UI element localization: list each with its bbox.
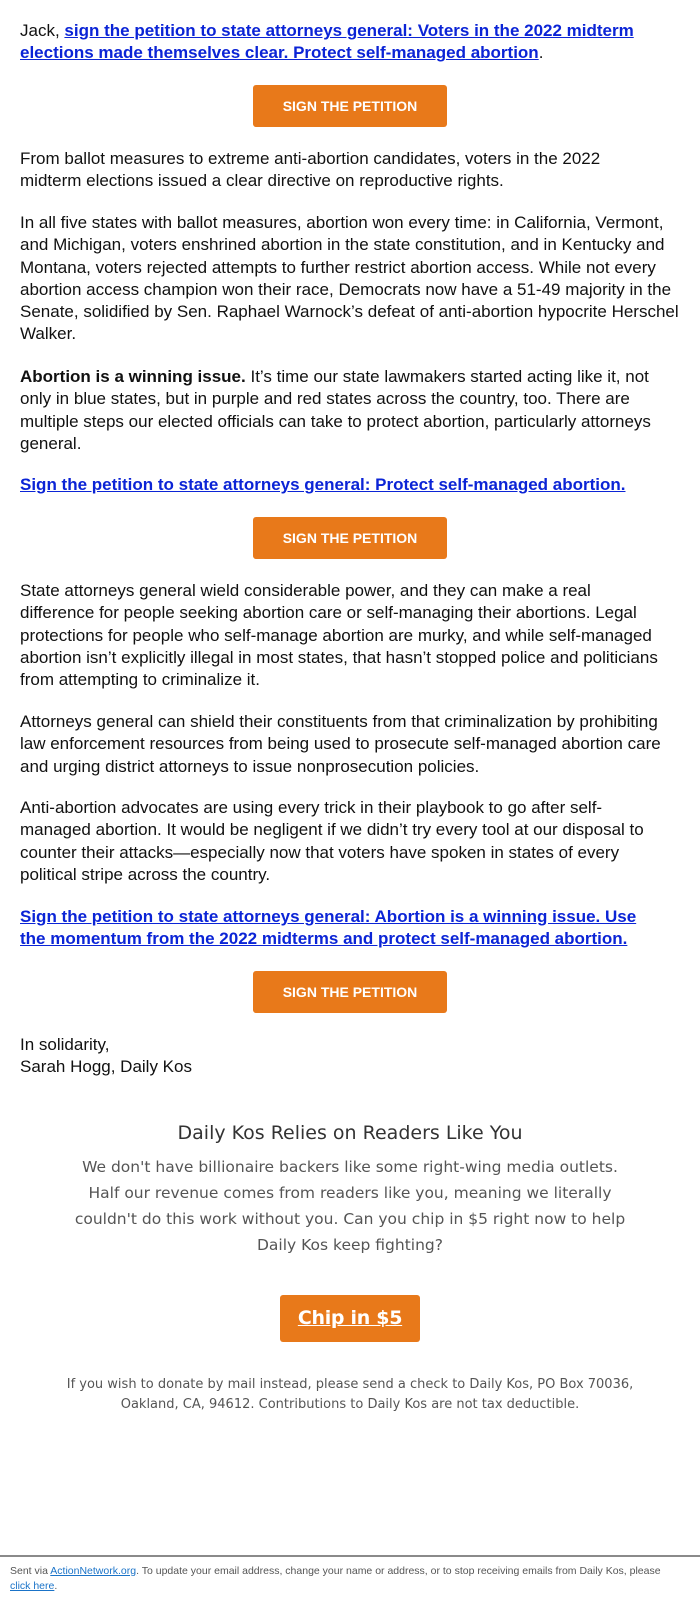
footer-divider	[0, 1555, 700, 1557]
sign-petition-button-1[interactable]: SIGN THE PETITION	[253, 85, 447, 127]
paragraph-2: In all five states with ballot measures, abortion won every time: in California, Vermont, and Michigan, voters enshrined abortion in the state constitution, and in Kentucky and Montana, voters rejected attempts to further restrict abortion access. While not every abortion access champion won their race, Democrats now have a 51-49 majority in the Senate, solidified by Sen. Raphael Warnock’s defeat of anti-abortion hypocrite Herschel Walker.	[20, 213, 679, 344]
paragraph-4: State attorneys general wield considerable power, and they can make a real difference for people seeking abortion care or self-managing their abortions. Legal protections for people who self-manage abortion are murky, and while self-managed abortion isn’t explicitly illegal in most states, that hasn’t stopped police and politicians from attempting to criminalize it.	[20, 581, 658, 690]
petition-link-2[interactable]: Sign the petition to state attorneys general: Protect self-managed abortion.	[20, 475, 626, 494]
donate-body-line: Half our revenue comes from readers like you, meaning we literally	[88, 1184, 612, 1202]
petition-button-wrap-3	[20, 971, 680, 1013]
donate-body-line: We don't have billionaire backers like some right-wing media outlets.	[82, 1158, 618, 1176]
signoff-line-2: Sarah Hogg, Daily Kos	[20, 1057, 192, 1077]
paragraph-3-rest: It’s time our state lawmakers started acting like it, not only in blue states, but in purple and red states across the country, too. There are multiple steps our elected officials can take to protect abortion, particularly attorneys general.	[20, 367, 651, 453]
donate-body-line: couldn't do this work without you. Can you chip in $5 right now to help	[74, 1210, 626, 1228]
chip-in-button[interactable]: Chip in $5	[280, 1295, 420, 1342]
footer-text: . To update your email address, change your name or address, or to stop receiving emails from Daily Kos, please	[136, 1565, 661, 1577]
footer-end: .	[54, 1580, 58, 1592]
paragraph-3	[20, 366, 660, 455]
link-paragraph-2	[20, 474, 680, 496]
donate-body-line: Daily Kos keep fighting?	[257, 1236, 443, 1254]
footer	[10, 1564, 670, 1594]
paragraph-5: Attorneys general can shield their constituents from that criminalization by prohibiting law enforcement resources from being used to prosecute self-managed abortion care and urging district attorneys to issue nonprosecution policies.	[20, 712, 661, 776]
paragraph-6: Anti-abortion advocates are using every trick in their playbook to go after self-managed abortion. It would be negligent if we didn’t try every tool at our disposal to counter their attacks—especially now that voters have spoken in states of every political stripe across the country.	[20, 798, 644, 884]
winning-issue-bold: Abortion is a winning issue.	[20, 367, 246, 386]
paragraph-1: From ballot measures to extreme anti-abortion candidates, voters in the 2022 midterm elections issued a clear directive on reproductive rights.	[20, 149, 601, 191]
petition-link-3[interactable]: Sign the petition to state attorneys general: Abortion is a winning issue. Use the momentum from the 2022 midterms and protect self-managed abortion.	[20, 907, 637, 949]
intro-period: .	[538, 43, 544, 63]
link-paragraph-3	[20, 906, 660, 951]
donate-title: Daily Kos Relies on Readers Like You	[177, 1122, 523, 1144]
greeting: Jack,	[20, 21, 60, 40]
signoff	[20, 1034, 660, 1079]
mail-donation-note	[0, 1375, 700, 1415]
petition-button-wrap-2	[20, 517, 680, 559]
footer-sent-via: Sent via	[10, 1565, 51, 1577]
signoff-line-1: In solidarity,	[20, 1035, 110, 1054]
intro-paragraph	[20, 20, 680, 65]
sign-petition-button-2[interactable]: SIGN THE PETITION	[253, 517, 447, 559]
donate-body	[0, 1154, 700, 1258]
petition-button-wrap-1	[20, 85, 680, 127]
click-here-link[interactable]: click here	[10, 1580, 55, 1592]
mail-note-line: Oakland, CA, 94612. Contributions to Daily Kos are not tax deductible.	[120, 1397, 580, 1412]
mail-note-line: If you wish to donate by mail instead, please send a check to Daily Kos, PO Box 70036,	[66, 1377, 634, 1392]
sign-petition-button-3[interactable]: SIGN THE PETITION	[253, 971, 447, 1013]
petition-link-1[interactable]: sign the petition to state attorneys general: Voters in the 2022 midterm elections made themselves clear. Protect self-managed abortion	[20, 21, 634, 63]
actionnetwork-link[interactable]: ActionNetwork.org	[50, 1565, 137, 1577]
